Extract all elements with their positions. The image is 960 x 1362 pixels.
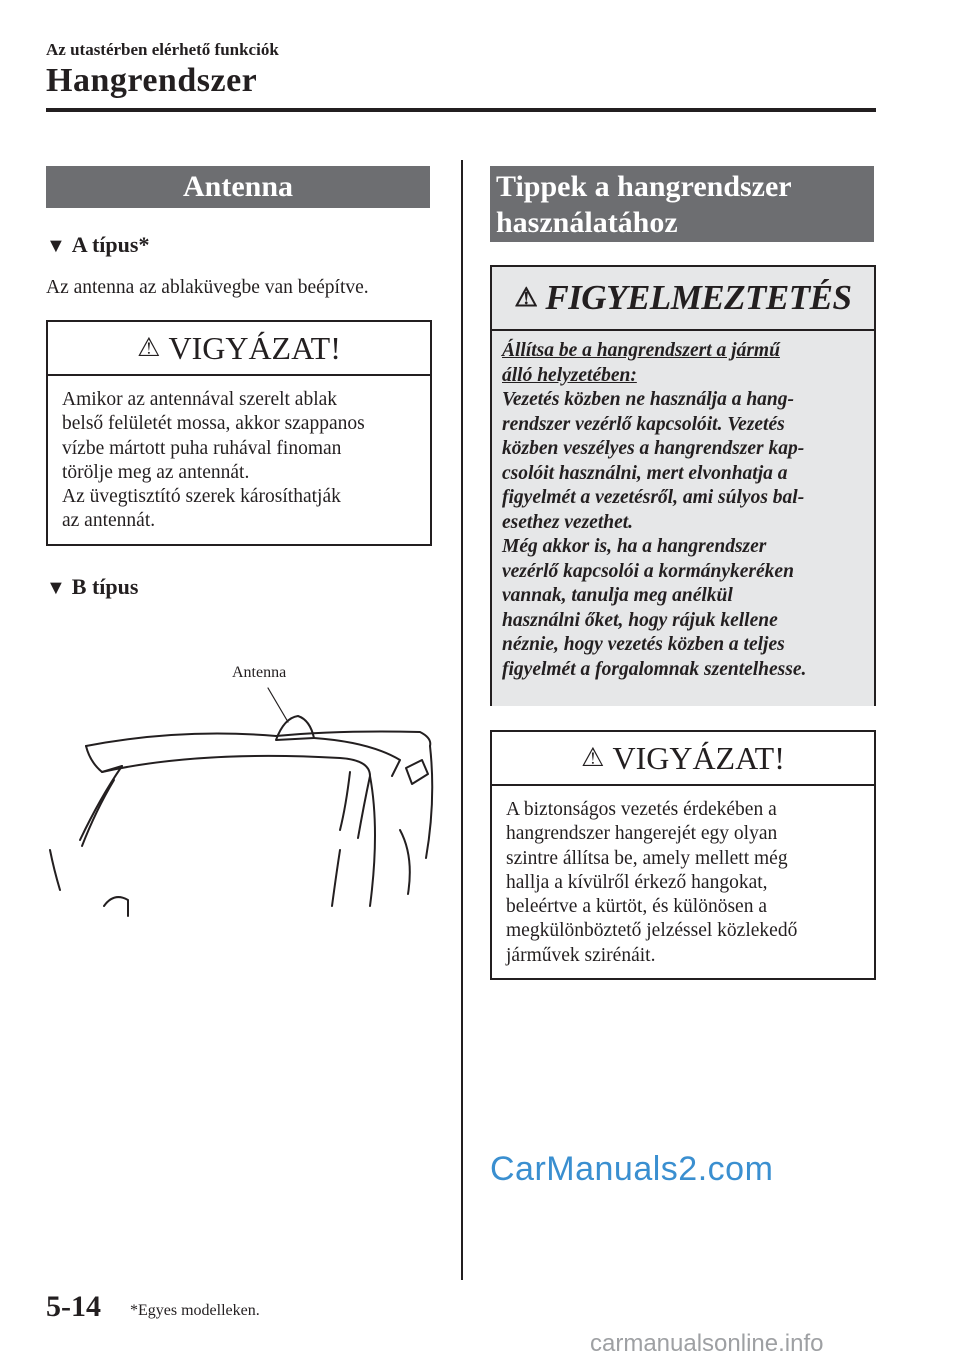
triangle-down-icon: ▼ — [46, 235, 66, 257]
type-b-heading — [46, 574, 138, 600]
title-rule — [46, 108, 876, 112]
caution-line: belső felületét mossa, akkor szappanos — [62, 413, 365, 435]
warning-triangle-icon: ⚠ — [581, 743, 605, 772]
watermark-site: carmanualsonline.info — [590, 1330, 824, 1357]
warning-line: közben veszélyes a hangrendszer kap- — [502, 438, 805, 459]
caution-line: hallja a kívülről érkező hangokat, — [506, 871, 768, 893]
page-title: Hangrendszer — [46, 62, 258, 99]
warning-title: FIGYELMEZTETÉS — [545, 278, 852, 317]
warning-subtitle: álló helyzetében: — [502, 364, 637, 386]
caution-line: törölje meg az antennát. — [62, 461, 250, 483]
caution-box-volume — [490, 730, 876, 980]
warning-line: csolóit használni, mert elvonhatja a — [502, 462, 788, 484]
caution-box-antenna — [46, 320, 432, 546]
type-a-text: Az antenna az ablaküvegbe van beépítve. — [46, 277, 369, 298]
warning-header — [492, 267, 874, 331]
tips-heading — [490, 166, 874, 242]
type-a-label: A típus* — [71, 232, 150, 257]
caution-line: Az üvegtisztító szerek károsíthatják — [62, 486, 341, 508]
footnote: *Egyes modelleken. — [130, 1302, 260, 1319]
tips-heading-line: Tippek a hangrendszer — [496, 170, 792, 203]
caution-line: az antennát. — [62, 510, 156, 532]
caution-line: A biztonságos vezetés érdekében a — [506, 799, 777, 820]
caution-header — [48, 322, 430, 376]
warning-line: figyelmét a forgalomnak szentelhesse. — [502, 658, 807, 680]
warning-line: Még akkor is, ha a hangrendszer — [502, 536, 767, 557]
caution-header — [492, 732, 874, 786]
watermark-logo: CarManuals2.com — [490, 1150, 774, 1188]
warning-line: vannak, tanulja meg anélkül — [502, 585, 733, 606]
car-rear-antenna-illustration — [40, 680, 440, 920]
warning-line: Vezetés közben ne használja a hang- — [502, 389, 795, 410]
warning-box — [490, 265, 876, 706]
caution-line: megkülönböztető jelzéssel közlekedő — [506, 920, 798, 942]
warning-subtitle: Állítsa be a hangrendszert a jármű — [502, 340, 780, 361]
warning-line: figyelmét a vezetésről, ami súlyos bal- — [502, 487, 805, 508]
caution-line: hangrendszer hangerejét egy olyan — [506, 823, 778, 845]
figure-label-antenna: Antenna — [232, 664, 287, 681]
caution-body — [48, 376, 430, 544]
warning-line: vezérlő kapcsolói a kormánykeréken — [502, 560, 794, 582]
warning-line: rendszer vezérlő kapcsolóit. Vezetés — [502, 413, 785, 435]
warning-line: esethez vezethet. — [502, 511, 634, 533]
antenna-heading: Antenna — [46, 166, 430, 208]
caution-line: járművek szirénáit. — [506, 944, 656, 966]
section-label: Az utastérben elérhető funkciók — [46, 40, 279, 59]
caution-line: Amikor az antennával szerelt ablak — [62, 389, 338, 410]
warning-triangle-icon: ⚠ — [137, 333, 161, 362]
warning-body — [492, 331, 874, 706]
warning-line: néznie, hogy vezetés közben a teljes — [502, 634, 785, 655]
caution-title: VIGYÁZAT! — [612, 739, 785, 776]
column-divider — [461, 160, 463, 1280]
warning-line: használni őket, hogy rájuk kellene — [502, 609, 778, 631]
type-a-heading — [46, 232, 149, 258]
type-b-label: B típus — [71, 574, 139, 599]
warning-triangle-icon: ⚠ — [514, 283, 538, 312]
triangle-down-icon: ▼ — [46, 577, 66, 599]
caution-line: szintre állítsa be, amely mellett még — [506, 847, 788, 869]
caution-body — [492, 786, 874, 978]
caution-line: beleértve a kürtöt, és különösen a — [506, 896, 767, 918]
caution-line: vízbe mártott puha ruhával finoman — [62, 437, 342, 459]
page-number: 5-14 — [46, 1290, 101, 1323]
tips-heading-line: használatához — [496, 206, 678, 239]
caution-title: VIGYÁZAT! — [168, 329, 341, 366]
